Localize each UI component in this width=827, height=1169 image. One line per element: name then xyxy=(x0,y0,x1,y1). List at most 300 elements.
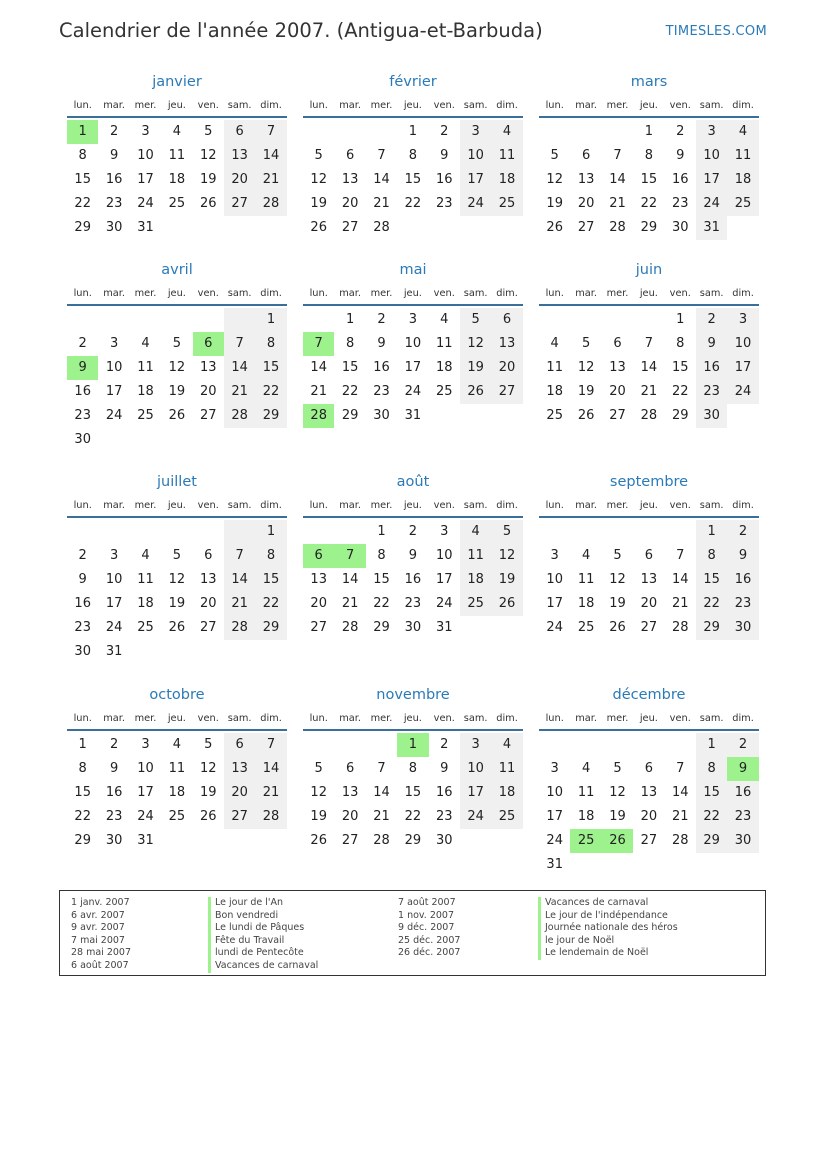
day-cell: 30 xyxy=(74,432,91,447)
weekday-label: lun. xyxy=(545,713,564,724)
day-cell: 3 xyxy=(440,524,449,539)
day-cell: 22 xyxy=(255,592,286,616)
day-cell: 29 xyxy=(696,829,727,853)
empty-cell xyxy=(633,520,664,544)
day-cell: 4 xyxy=(491,120,522,144)
day-cell: 22 xyxy=(671,384,689,399)
weekday-label: ven. xyxy=(669,288,691,299)
month-name: mars xyxy=(630,74,668,90)
day-cell: 2 xyxy=(377,312,386,327)
empty-cell xyxy=(303,733,334,757)
month-8 xyxy=(539,471,759,640)
weekday-label: lun. xyxy=(73,500,92,511)
day-grid xyxy=(67,120,287,240)
holiday-cell: 9 xyxy=(727,757,758,781)
day-cell: 4 xyxy=(550,336,559,351)
day-cell: 15 xyxy=(696,781,727,805)
day-cell: 6 xyxy=(224,120,255,144)
weekday-header xyxy=(67,96,287,118)
legend-holiday-name: Journée nationale des héros xyxy=(538,922,678,935)
legend-holiday-name: Vacances de carnaval xyxy=(208,960,318,973)
day-cell: 19 xyxy=(609,809,626,824)
legend-holiday-name: Vacances de carnaval xyxy=(538,897,678,910)
day-cell: 4 xyxy=(172,737,181,752)
month-2 xyxy=(539,71,759,240)
day-cell: 27 xyxy=(640,620,658,635)
day-cell: 13 xyxy=(199,360,217,375)
day-cell: 8 xyxy=(255,332,286,356)
day-cell: 4 xyxy=(440,312,449,327)
day-cell: 4 xyxy=(141,336,150,351)
day-cell: 11 xyxy=(168,148,186,163)
weekday-label: mar. xyxy=(575,500,597,511)
day-cell: 24 xyxy=(460,192,491,216)
legend-date: 9 avr. 2007 xyxy=(71,922,125,934)
day-cell: 11 xyxy=(168,761,186,776)
empty-cell xyxy=(602,120,633,144)
day-cell: 6 xyxy=(491,308,522,332)
day-cell: 23 xyxy=(74,408,91,423)
day-cell: 9 xyxy=(696,332,727,356)
day-cell: 22 xyxy=(341,384,359,399)
day-cell: 29 xyxy=(255,616,286,640)
day-cell: 21 xyxy=(341,596,359,611)
weekday-label: lun. xyxy=(309,100,328,111)
month-4 xyxy=(303,259,523,428)
day-cell: 15 xyxy=(404,785,422,800)
weekday-label: jeu. xyxy=(639,500,658,511)
day-cell: 12 xyxy=(168,360,186,375)
empty-cell xyxy=(193,520,224,544)
day-cell: 30 xyxy=(74,644,91,659)
day-cell: 8 xyxy=(676,336,685,351)
day-cell: 6 xyxy=(581,148,591,163)
legend-date: 7 août 2007 xyxy=(398,897,456,908)
day-cell: 17 xyxy=(696,168,727,192)
weekday-label: mar. xyxy=(339,100,361,111)
weekday-label: dim. xyxy=(732,100,754,111)
weekday-label: mar. xyxy=(103,500,125,511)
day-cell: 18 xyxy=(460,568,491,592)
weekday-label: mer. xyxy=(370,713,393,724)
day-cell: 23 xyxy=(671,196,689,211)
day-cell: 10 xyxy=(435,548,453,563)
day-cell: 13 xyxy=(609,360,626,375)
empty-cell xyxy=(665,520,696,544)
day-grid xyxy=(539,520,759,640)
weekday-label: mer. xyxy=(134,100,157,111)
empty-cell xyxy=(334,120,365,144)
empty-cell xyxy=(665,733,696,757)
day-grid xyxy=(539,733,759,877)
month-9 xyxy=(67,684,287,853)
day-cell: 25 xyxy=(727,192,758,216)
day-cell: 24 xyxy=(546,620,563,635)
day-cell: 28 xyxy=(373,220,390,235)
day-cell: 9 xyxy=(78,572,87,587)
weekday-label: sam. xyxy=(463,500,488,511)
weekday-label: ven. xyxy=(669,713,691,724)
day-cell: 10 xyxy=(404,336,422,351)
day-cell: 29 xyxy=(74,220,91,235)
day-cell: 12 xyxy=(168,572,186,587)
day-cell: 16 xyxy=(435,785,453,800)
day-cell: 13 xyxy=(310,572,327,587)
weekday-label: dim. xyxy=(260,500,282,511)
day-cell: 5 xyxy=(204,124,213,139)
day-cell: 21 xyxy=(640,384,658,399)
empty-cell xyxy=(539,308,570,332)
day-cell: 27 xyxy=(199,408,217,423)
day-cell: 28 xyxy=(671,833,689,848)
day-cell: 7 xyxy=(224,332,255,356)
day-cell: 15 xyxy=(255,568,286,592)
day-cell: 11 xyxy=(435,336,453,351)
day-cell: 8 xyxy=(696,757,727,781)
weekday-header xyxy=(303,284,523,306)
day-cell: 14 xyxy=(671,572,689,587)
weekday-label: lun. xyxy=(309,288,328,299)
day-cell: 18 xyxy=(577,596,595,611)
weekday-label: ven. xyxy=(669,500,691,511)
day-cell: 25 xyxy=(168,196,186,211)
month-0 xyxy=(67,71,287,240)
empty-cell xyxy=(633,308,664,332)
weekday-label: mer. xyxy=(370,100,393,111)
day-cell: 28 xyxy=(609,220,626,235)
day-cell: 10 xyxy=(137,148,154,163)
holiday-cell: 7 xyxy=(334,544,365,568)
day-cell: 22 xyxy=(255,380,286,404)
day-cell: 28 xyxy=(341,620,359,635)
day-cell: 25 xyxy=(137,620,154,635)
legend-holiday-name: Bon vendredi xyxy=(208,910,318,923)
day-cell: 1 xyxy=(696,520,727,544)
day-cell: 25 xyxy=(435,384,453,399)
day-cell: 10 xyxy=(696,144,727,168)
empty-cell xyxy=(98,308,129,332)
day-cell: 15 xyxy=(671,360,689,375)
empty-cell xyxy=(303,308,334,332)
day-cell: 5 xyxy=(460,308,491,332)
day-cell: 16 xyxy=(727,781,758,805)
empty-cell xyxy=(570,733,601,757)
day-cell: 7 xyxy=(644,336,653,351)
brand-link[interactable]: TIMESLES.COM xyxy=(665,24,767,39)
day-cell: 16 xyxy=(727,568,758,592)
day-cell: 6 xyxy=(345,148,355,163)
day-cell: 8 xyxy=(696,544,727,568)
weekday-label: lun. xyxy=(73,100,92,111)
weekday-label: jeu. xyxy=(639,100,658,111)
day-cell: 7 xyxy=(255,120,286,144)
weekday-label: mer. xyxy=(134,713,157,724)
day-cell: 23 xyxy=(74,620,91,635)
day-cell: 28 xyxy=(255,805,286,829)
day-cell: 16 xyxy=(74,384,91,399)
day-cell: 1 xyxy=(644,124,653,139)
day-cell: 10 xyxy=(460,144,491,168)
weekday-label: dim. xyxy=(732,713,754,724)
day-cell: 5 xyxy=(550,148,559,163)
day-cell: 5 xyxy=(172,548,181,563)
weekday-label: mar. xyxy=(103,713,125,724)
holiday-cell: 9 xyxy=(67,356,98,380)
weekday-label: jeu. xyxy=(167,100,186,111)
day-cell: 19 xyxy=(168,596,186,611)
day-cell: 9 xyxy=(676,148,685,163)
day-cell: 3 xyxy=(460,120,491,144)
weekday-label: lun. xyxy=(545,288,564,299)
weekday-label: sam. xyxy=(227,713,252,724)
day-cell: 8 xyxy=(345,336,355,351)
weekday-label: lun. xyxy=(545,100,564,111)
empty-cell xyxy=(366,120,397,144)
holiday-cell: 7 xyxy=(303,332,334,356)
holiday-cell: 1 xyxy=(397,733,428,757)
day-cell: 30 xyxy=(404,620,422,635)
day-cell: 28 xyxy=(255,192,286,216)
day-cell: 3 xyxy=(141,124,150,139)
day-cell: 24 xyxy=(404,384,422,399)
day-cell: 12 xyxy=(199,148,217,163)
weekday-label: dim. xyxy=(496,100,518,111)
legend-date: 7 mai 2007 xyxy=(71,934,125,946)
day-cell: 15 xyxy=(404,172,422,187)
weekday-label: ven. xyxy=(433,713,455,724)
day-cell: 12 xyxy=(310,785,327,800)
day-cell: 3 xyxy=(109,336,119,351)
day-cell: 25 xyxy=(546,408,563,423)
day-cell: 21 xyxy=(671,596,689,611)
day-cell: 31 xyxy=(137,833,154,848)
day-cell: 5 xyxy=(613,761,622,776)
legend-dates-col-1 xyxy=(71,897,131,973)
day-cell: 28 xyxy=(224,616,255,640)
weekday-label: dim. xyxy=(496,500,518,511)
weekday-label: jeu. xyxy=(639,288,658,299)
day-cell: 20 xyxy=(341,196,359,211)
legend-names-col-1 xyxy=(208,897,318,973)
day-cell: 5 xyxy=(613,548,622,563)
day-cell: 22 xyxy=(696,592,727,616)
day-cell: 6 xyxy=(224,733,255,757)
weekday-label: lun. xyxy=(73,288,92,299)
day-cell: 13 xyxy=(341,785,359,800)
empty-cell xyxy=(193,308,224,332)
day-cell: 29 xyxy=(404,833,422,848)
weekday-header xyxy=(539,709,759,731)
day-cell: 2 xyxy=(727,520,758,544)
day-cell: 31 xyxy=(105,644,123,659)
day-cell: 14 xyxy=(373,172,390,187)
day-cell: 18 xyxy=(168,785,186,800)
day-cell: 22 xyxy=(640,196,658,211)
day-cell: 7 xyxy=(613,148,622,163)
day-cell: 18 xyxy=(577,809,595,824)
day-cell: 4 xyxy=(727,120,758,144)
day-cell: 16 xyxy=(671,172,689,187)
day-cell: 17 xyxy=(105,596,123,611)
day-cell: 28 xyxy=(640,408,658,423)
day-cell: 16 xyxy=(404,572,422,587)
day-cell: 16 xyxy=(74,596,91,611)
day-cell: 4 xyxy=(460,520,491,544)
weekday-label: dim. xyxy=(732,288,754,299)
day-cell: 14 xyxy=(224,356,255,380)
day-cell: 7 xyxy=(377,148,386,163)
empty-cell xyxy=(633,733,664,757)
weekday-header xyxy=(539,284,759,306)
empty-cell xyxy=(539,733,570,757)
day-cell: 2 xyxy=(696,308,727,332)
day-cell: 11 xyxy=(491,757,522,781)
day-cell: 3 xyxy=(109,548,119,563)
day-cell: 31 xyxy=(696,216,727,240)
empty-cell xyxy=(539,520,570,544)
day-cell: 15 xyxy=(696,568,727,592)
weekday-label: ven. xyxy=(197,713,219,724)
day-cell: 14 xyxy=(255,144,286,168)
day-cell: 19 xyxy=(491,568,522,592)
day-cell: 8 xyxy=(408,148,417,163)
legend-holiday-name: Le lendemain de Noël xyxy=(538,947,678,960)
day-cell: 20 xyxy=(640,809,658,824)
day-cell: 14 xyxy=(310,360,327,375)
day-cell: 15 xyxy=(255,356,286,380)
legend-holiday-name: lundi de Pentecôte xyxy=(208,947,318,960)
day-cell: 11 xyxy=(727,144,758,168)
day-cell: 30 xyxy=(727,616,758,640)
day-cell: 12 xyxy=(577,360,595,375)
day-cell: 21 xyxy=(224,592,255,616)
day-cell: 13 xyxy=(640,785,658,800)
weekday-label: dim. xyxy=(496,288,518,299)
day-cell: 2 xyxy=(78,548,87,563)
day-cell: 13 xyxy=(577,172,595,187)
day-cell: 25 xyxy=(460,592,491,616)
weekday-header xyxy=(303,496,523,518)
day-cell: 3 xyxy=(141,737,150,752)
day-cell: 23 xyxy=(404,596,422,611)
day-cell: 2 xyxy=(78,336,87,351)
day-cell: 30 xyxy=(435,833,453,848)
weekday-label: sam. xyxy=(699,500,724,511)
month-5 xyxy=(539,259,759,428)
day-cell: 2 xyxy=(676,124,685,139)
weekday-header xyxy=(67,496,287,518)
day-cell: 17 xyxy=(404,360,422,375)
day-cell: 22 xyxy=(373,596,390,611)
day-grid xyxy=(67,308,287,452)
empty-cell xyxy=(570,120,601,144)
legend-holiday-name: Le lundi de Pâques xyxy=(208,922,318,935)
weekday-header xyxy=(67,284,287,306)
day-cell: 11 xyxy=(577,572,595,587)
month-name: janvier xyxy=(152,74,202,90)
day-cell: 12 xyxy=(491,544,522,568)
day-cell: 20 xyxy=(199,596,217,611)
day-cell: 17 xyxy=(435,572,453,587)
day-cell: 20 xyxy=(491,356,522,380)
day-cell: 17 xyxy=(137,785,154,800)
month-7 xyxy=(303,471,523,640)
day-cell: 27 xyxy=(199,620,217,635)
weekday-header xyxy=(303,709,523,731)
weekday-label: lun. xyxy=(309,500,328,511)
day-cell: 29 xyxy=(255,404,286,428)
legend-names-col-2 xyxy=(538,897,678,960)
day-cell: 25 xyxy=(168,809,186,824)
weekday-label: dim. xyxy=(260,100,282,111)
month-11 xyxy=(539,684,759,877)
day-cell: 5 xyxy=(491,520,522,544)
day-cell: 18 xyxy=(491,168,522,192)
day-cell: 18 xyxy=(727,168,758,192)
weekday-label: ven. xyxy=(197,100,219,111)
day-cell: 29 xyxy=(74,833,91,848)
day-cell: 18 xyxy=(546,384,563,399)
day-cell: 23 xyxy=(105,809,123,824)
day-grid xyxy=(539,308,759,428)
day-cell: 21 xyxy=(609,196,626,211)
weekday-label: mer. xyxy=(370,500,393,511)
day-cell: 26 xyxy=(199,196,217,211)
month-name: octobre xyxy=(149,687,205,703)
day-cell: 25 xyxy=(577,620,595,635)
weekday-label: mer. xyxy=(134,288,157,299)
weekday-label: mar. xyxy=(339,288,361,299)
day-cell: 17 xyxy=(727,356,758,380)
day-cell: 20 xyxy=(310,596,327,611)
weekday-label: mer. xyxy=(134,500,157,511)
legend-date: 26 déc. 2007 xyxy=(398,947,461,959)
day-grid xyxy=(539,120,759,240)
day-cell: 17 xyxy=(460,781,491,805)
day-grid xyxy=(67,520,287,664)
day-cell: 28 xyxy=(224,404,255,428)
weekday-label: dim. xyxy=(732,500,754,511)
day-cell: 30 xyxy=(105,833,123,848)
day-cell: 12 xyxy=(546,172,563,187)
weekday-label: sam. xyxy=(699,713,724,724)
holiday-cell: 6 xyxy=(193,332,224,356)
weekday-label: jeu. xyxy=(403,100,422,111)
day-cell: 4 xyxy=(581,548,591,563)
empty-cell xyxy=(67,308,98,332)
weekday-label: sam. xyxy=(227,500,252,511)
empty-cell xyxy=(570,308,601,332)
day-cell: 3 xyxy=(408,312,417,327)
day-cell: 26 xyxy=(199,809,217,824)
day-cell: 31 xyxy=(404,408,422,423)
day-cell: 21 xyxy=(255,781,286,805)
weekday-label: mar. xyxy=(575,288,597,299)
day-cell: 16 xyxy=(696,356,727,380)
weekday-label: jeu. xyxy=(167,713,186,724)
day-cell: 6 xyxy=(204,548,213,563)
day-cell: 27 xyxy=(640,833,658,848)
weekday-label: ven. xyxy=(433,288,455,299)
day-cell: 19 xyxy=(199,785,217,800)
day-cell: 10 xyxy=(546,572,563,587)
month-1 xyxy=(303,71,523,240)
empty-cell xyxy=(224,520,255,544)
day-cell: 24 xyxy=(546,833,563,848)
month-name: février xyxy=(389,74,437,90)
day-cell: 3 xyxy=(460,733,491,757)
day-cell: 29 xyxy=(341,408,359,423)
